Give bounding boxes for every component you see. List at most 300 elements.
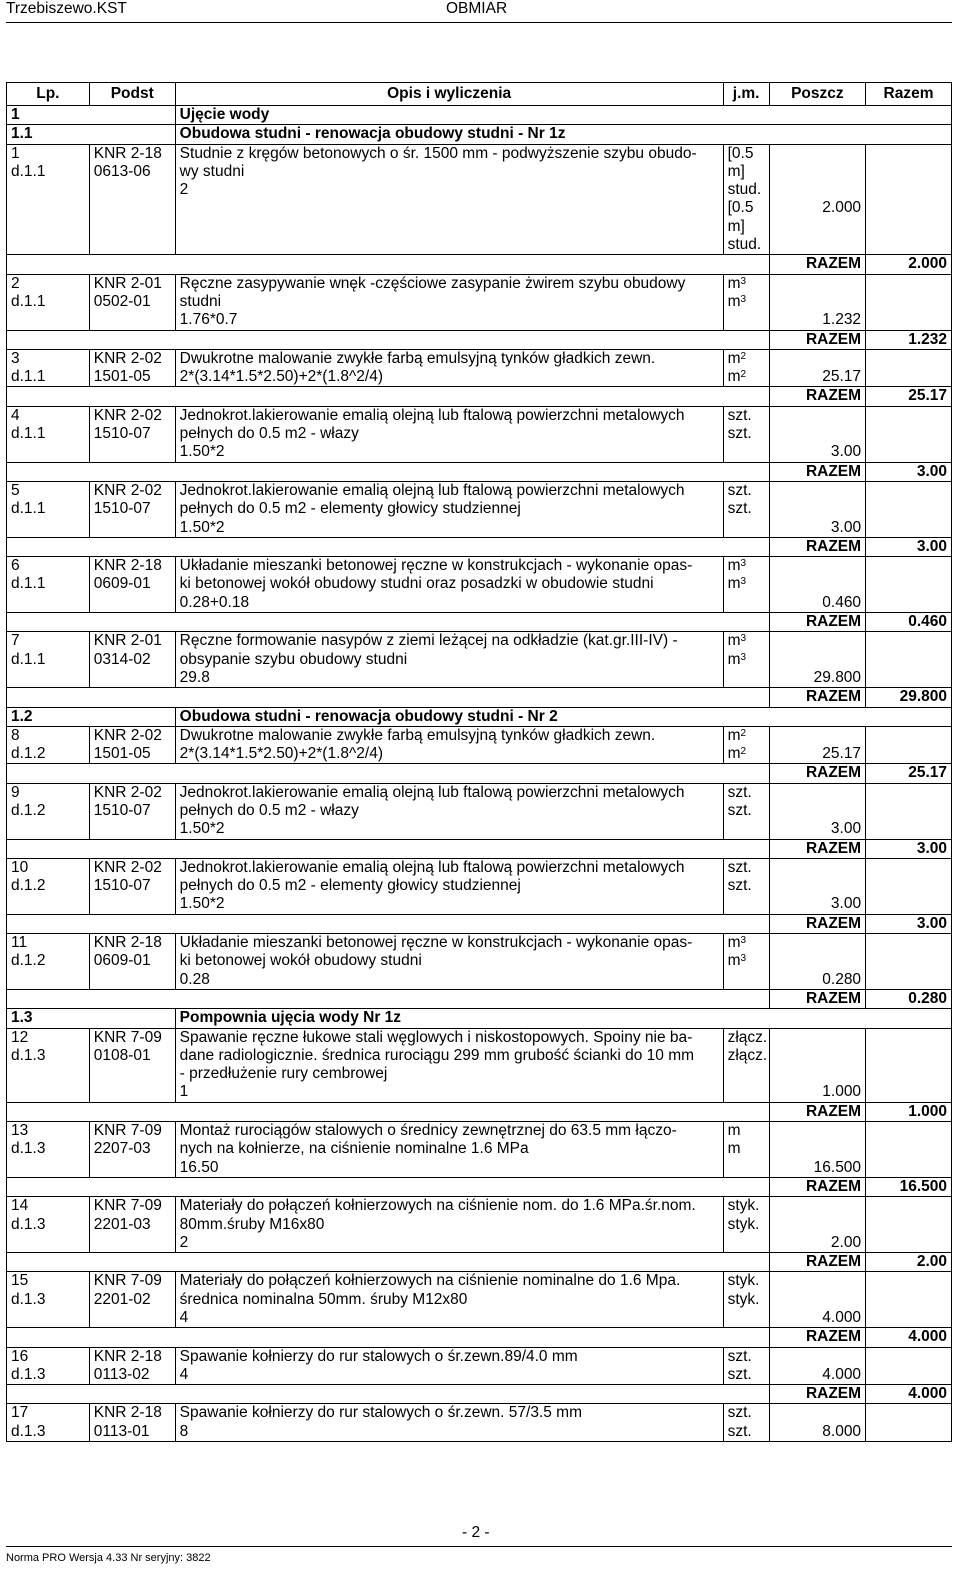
item-description bbox=[175, 1347, 723, 1385]
spacer bbox=[774, 934, 861, 971]
item-description-text: Jednokrot.lakierowanie emalią olejną lub ftalową powierzchni metalowych pełnych do 0.5 m2 - elementy głowicy studziennej bbox=[179, 481, 685, 518]
item-unit-value: złącz. bbox=[727, 1028, 768, 1046]
item-description bbox=[175, 144, 723, 255]
sum-value: 3.00 bbox=[866, 537, 952, 556]
item-partial bbox=[769, 726, 865, 764]
sum-empty bbox=[7, 330, 770, 349]
item-description-text: Studnie z kręgów betonowych o śr. 1500 mm - podwyższenie szybu obudo- wy studni bbox=[179, 144, 697, 180]
item-description-text: Spawanie kołnierzy do rur stalowych o śr.zewn. 57/3.5 mm bbox=[179, 1404, 582, 1422]
sum-label: RAZEM bbox=[769, 1177, 865, 1196]
item-partial-value: 3.00 bbox=[830, 895, 862, 913]
item-partial bbox=[769, 783, 865, 839]
item-description bbox=[175, 349, 723, 387]
unit-exponent: 2 bbox=[740, 350, 747, 362]
sum-empty bbox=[7, 1385, 770, 1404]
item-partial-value: 2.000 bbox=[822, 199, 862, 217]
item-lp: 8 d.1.2 bbox=[7, 726, 90, 764]
item-description bbox=[175, 934, 723, 990]
item-calculation: 1 bbox=[179, 1083, 189, 1101]
spacer bbox=[774, 482, 861, 519]
page-number: - 2 - bbox=[462, 1524, 490, 1541]
item-total bbox=[866, 858, 952, 914]
item-calc-unit: [0.5 m] stud. bbox=[727, 199, 762, 254]
item-description-text: Jednokrot.lakierowanie emalią olejną lub ftalową powierzchni metalowych pełnych do 0.5 m2 - włazy bbox=[179, 406, 685, 443]
item-calc-unit: szt. bbox=[727, 801, 752, 819]
item-unit-value: $m^3$ bbox=[727, 274, 747, 292]
item-partial bbox=[769, 1272, 865, 1328]
item-calc-unit: szt. bbox=[727, 1365, 752, 1383]
item-total bbox=[866, 1122, 952, 1178]
item-total bbox=[866, 144, 952, 255]
item-unit bbox=[723, 1347, 769, 1385]
col-header-lp: Lp. bbox=[7, 83, 90, 106]
item-partial-value: 3.00 bbox=[830, 443, 862, 461]
sum-empty bbox=[7, 1328, 770, 1347]
sum-value: 25.17 bbox=[866, 764, 952, 783]
item-unit bbox=[723, 144, 769, 255]
spacer bbox=[774, 407, 861, 444]
col-header-razem: Razem bbox=[866, 83, 952, 106]
item-description bbox=[175, 274, 723, 330]
sum-label: RAZEM bbox=[769, 688, 865, 707]
item-lp: 15 d.1.3 bbox=[7, 1272, 90, 1328]
item-lp: 5 d.1.1 bbox=[7, 481, 90, 537]
item-unit bbox=[723, 726, 769, 764]
item-unit bbox=[723, 557, 769, 613]
spacer bbox=[774, 859, 861, 896]
unit-exponent: 3 bbox=[740, 558, 747, 570]
col-header-podst: Podst bbox=[89, 83, 175, 106]
item-lp: 13 d.1.3 bbox=[7, 1122, 90, 1178]
item-unit-value: $m^3$ bbox=[727, 934, 747, 952]
unit-exponent: 3 bbox=[740, 953, 747, 965]
sum-empty bbox=[7, 537, 770, 556]
section-number: 1.3 bbox=[7, 1009, 176, 1028]
item-calc-unit: $m^2$ bbox=[727, 745, 747, 763]
item-description bbox=[175, 858, 723, 914]
item-row bbox=[7, 406, 952, 462]
item-basis: KNR 2-02 1501-05 bbox=[89, 349, 175, 387]
item-unit-value: szt. bbox=[727, 1347, 752, 1365]
item-partial bbox=[769, 1197, 865, 1253]
item-calculation: 2*(3.14*1.5*2.50)+2*(1.8^2/4) bbox=[179, 745, 383, 763]
item-lp: 6 d.1.1 bbox=[7, 557, 90, 613]
sum-empty bbox=[7, 1177, 770, 1196]
spacer bbox=[774, 1348, 861, 1366]
item-calc-unit: szt. bbox=[727, 877, 752, 895]
sum-row bbox=[7, 764, 952, 783]
table-header-row bbox=[7, 83, 952, 106]
sum-empty bbox=[7, 989, 770, 1008]
item-lp: 4 d.1.1 bbox=[7, 406, 90, 462]
sum-label: RAZEM bbox=[769, 839, 865, 858]
item-calculation: 0.28+0.18 bbox=[179, 593, 250, 611]
item-total bbox=[866, 557, 952, 613]
sum-value: 2.00 bbox=[866, 1253, 952, 1272]
item-partial bbox=[769, 349, 865, 387]
sum-empty bbox=[7, 839, 770, 858]
sum-value: 3.00 bbox=[866, 839, 952, 858]
section-title: Ujęcie wody bbox=[175, 106, 951, 125]
section-row bbox=[7, 1009, 952, 1028]
item-calc-unit: $m^3$ bbox=[727, 575, 747, 593]
item-calculation: 2 bbox=[179, 1233, 189, 1251]
item-basis: KNR 2-02 1510-07 bbox=[89, 481, 175, 537]
item-total bbox=[866, 1272, 952, 1328]
item-partial-value: 4.000 bbox=[822, 1309, 862, 1326]
sum-value: 29.800 bbox=[866, 688, 952, 707]
item-description bbox=[175, 783, 723, 839]
item-row bbox=[7, 726, 952, 764]
item-partial-value: 16.500 bbox=[813, 1158, 862, 1176]
item-basis: KNR 7-09 2201-02 bbox=[89, 1272, 175, 1328]
sum-label: RAZEM bbox=[769, 255, 865, 274]
item-lp: 14 d.1.3 bbox=[7, 1197, 90, 1253]
item-row bbox=[7, 1404, 952, 1442]
item-lp: 1 d.1.1 bbox=[7, 144, 90, 255]
item-partial-value: 3.00 bbox=[830, 820, 862, 838]
header-divider bbox=[6, 22, 952, 23]
item-description bbox=[175, 481, 723, 537]
item-unit bbox=[723, 1404, 769, 1442]
item-row bbox=[7, 783, 952, 839]
item-unit-value: $m^2$ bbox=[727, 349, 747, 367]
item-row bbox=[7, 1272, 952, 1328]
item-calc-unit: $m^3$ bbox=[727, 650, 747, 668]
sum-label: RAZEM bbox=[769, 914, 865, 933]
item-basis: KNR 2-01 0502-01 bbox=[89, 274, 175, 330]
sum-empty bbox=[7, 764, 770, 783]
software-info: Norma PRO Wersja 4.33 Nr seryjny: 3822 bbox=[6, 1552, 211, 1564]
spacer bbox=[774, 275, 861, 312]
unit-exponent: 2 bbox=[740, 746, 747, 758]
sum-value: 4.000 bbox=[866, 1328, 952, 1347]
item-calc-unit: $m^3$ bbox=[727, 292, 747, 310]
company-name: Trzebiszewo.KST bbox=[6, 0, 127, 17]
col-header-opis: Opis i wyliczenia bbox=[175, 83, 723, 106]
item-description-text: Materiały do połączeń kołnierzowych na ciśnienie nominalne do 1.6 Mpa. średnica nominalna 50mm. śruby M12x80 bbox=[179, 1272, 681, 1308]
sum-label: RAZEM bbox=[769, 387, 865, 406]
section-title: Obudowa studni - renowacja obudowy studni - Nr 2 bbox=[175, 707, 951, 726]
item-description-text: Montaż rurociągów stalowych o średnicy zewnętrznej do 63.5 mm łączo- nych na kołnierze, na ciśnienie nominalne 1.6 MPa bbox=[179, 1122, 677, 1158]
item-total bbox=[866, 1404, 952, 1442]
sum-value: 4.000 bbox=[866, 1385, 952, 1404]
item-calculation: 1.50*2 bbox=[179, 820, 225, 838]
sum-row bbox=[7, 688, 952, 707]
item-basis: KNR 2-18 0609-01 bbox=[89, 557, 175, 613]
item-unit bbox=[723, 934, 769, 990]
sum-empty bbox=[7, 1253, 770, 1272]
item-calculation: 0.28 bbox=[179, 970, 210, 988]
item-row bbox=[7, 274, 952, 330]
item-description-text: Dwukrotne malowanie zwykłe farbą emulsyjną tynków gładkich zewn. bbox=[179, 349, 656, 367]
item-unit bbox=[723, 632, 769, 688]
item-row bbox=[7, 858, 952, 914]
footer-divider bbox=[6, 1546, 952, 1547]
sum-row bbox=[7, 255, 952, 274]
item-description bbox=[175, 557, 723, 613]
item-unit bbox=[723, 1197, 769, 1253]
spacer bbox=[774, 1272, 861, 1309]
sum-label: RAZEM bbox=[769, 613, 865, 632]
spacer bbox=[774, 557, 861, 594]
item-total bbox=[866, 632, 952, 688]
section-row bbox=[7, 707, 952, 726]
item-total bbox=[866, 406, 952, 462]
item-calc-unit: styk. bbox=[727, 1215, 760, 1233]
item-unit bbox=[723, 858, 769, 914]
item-calculation: 1.50*2 bbox=[179, 895, 225, 913]
item-calculation: 4 bbox=[179, 1365, 189, 1383]
section-title: Obudowa studni - renowacja obudowy studni - Nr 1z bbox=[175, 125, 951, 144]
item-partial bbox=[769, 858, 865, 914]
item-basis: KNR 7-09 0108-01 bbox=[89, 1028, 175, 1102]
item-description bbox=[175, 1272, 723, 1328]
item-calculation: 8 bbox=[179, 1422, 189, 1440]
section-number: 1 bbox=[7, 106, 176, 125]
sum-row bbox=[7, 1385, 952, 1404]
section-title: Pompownia ujęcia wody Nr 1z bbox=[175, 1009, 951, 1028]
item-partial bbox=[769, 1028, 865, 1102]
sum-empty bbox=[7, 688, 770, 707]
unit-exponent: 3 bbox=[740, 935, 747, 947]
sum-row bbox=[7, 387, 952, 406]
item-partial bbox=[769, 1122, 865, 1178]
item-partial bbox=[769, 274, 865, 330]
item-partial-value: 0.460 bbox=[822, 593, 862, 611]
item-partial bbox=[769, 557, 865, 613]
item-calculation: 2 bbox=[179, 181, 189, 199]
spacer bbox=[774, 632, 861, 669]
item-unit-value: styk. bbox=[727, 1272, 760, 1290]
sum-label: RAZEM bbox=[769, 1253, 865, 1272]
item-total bbox=[866, 726, 952, 764]
item-calculation: 16.50 bbox=[179, 1158, 219, 1176]
sum-row bbox=[7, 1328, 952, 1347]
measurement-table bbox=[6, 82, 952, 1442]
item-calculation: 2*(3.14*1.5*2.50)+2*(1.8^2/4) bbox=[179, 368, 383, 386]
sum-label: RAZEM bbox=[769, 1328, 865, 1347]
item-partial-value: 25.17 bbox=[822, 745, 862, 763]
item-unit-value: szt. bbox=[727, 481, 752, 499]
item-description-text: Materiały do połączeń kołnierzowych na ciśnienie nom. do 1.6 MPa.śr.nom. 80mm.śruby M16x80 bbox=[179, 1197, 696, 1233]
item-partial-value: 1.000 bbox=[822, 1083, 862, 1101]
item-unit bbox=[723, 406, 769, 462]
item-lp: 2 d.1.1 bbox=[7, 274, 90, 330]
spacer bbox=[774, 1197, 861, 1234]
sum-empty bbox=[7, 387, 770, 406]
spacer bbox=[774, 727, 861, 745]
item-lp: 11 d.1.2 bbox=[7, 934, 90, 990]
item-description-text: Spawanie ręczne łukowe stali węglowych i niskostopowych. Spoiny nie ba- dane radiologicznie. średnica rurociągu 299 mm grubość ścianki do 10 mm - przedłużenie rury cembrowej bbox=[179, 1028, 695, 1083]
item-partial bbox=[769, 481, 865, 537]
item-description-text: Jednokrot.lakierowanie emalią olejną lub ftalową powierzchni metalowych pełnych do 0.5 m2 - włazy bbox=[179, 783, 685, 819]
item-basis: KNR 7-09 2207-03 bbox=[89, 1122, 175, 1178]
sum-row bbox=[7, 989, 952, 1008]
spacer bbox=[774, 1122, 861, 1159]
unit-exponent: 2 bbox=[740, 727, 747, 739]
item-total bbox=[866, 1347, 952, 1385]
sum-empty bbox=[7, 1102, 770, 1121]
sum-value: 16.500 bbox=[866, 1177, 952, 1196]
item-lp: 7 d.1.1 bbox=[7, 632, 90, 688]
item-calc-unit: m bbox=[727, 1140, 741, 1158]
col-header-jm: j.m. bbox=[723, 83, 769, 106]
section-number: 1.2 bbox=[7, 707, 176, 726]
item-lp: 9 d.1.2 bbox=[7, 783, 90, 839]
item-unit-value: styk. bbox=[727, 1197, 760, 1215]
item-basis: KNR 2-02 1510-07 bbox=[89, 406, 175, 462]
item-basis: KNR 2-18 0113-01 bbox=[89, 1404, 175, 1442]
item-partial bbox=[769, 632, 865, 688]
item-description-text: Dwukrotne malowanie zwykłe farbą emulsyjną tynków gładkich zewn. bbox=[179, 726, 656, 744]
item-basis: KNR 2-01 0314-02 bbox=[89, 632, 175, 688]
item-total bbox=[866, 783, 952, 839]
sum-value: 3.00 bbox=[866, 914, 952, 933]
item-description-text: Układanie mieszanki betonowej ręczne w konstrukcjach - wykonanie opas- ki betonowej wokół obudowy studni oraz posadzki w obudowie studni bbox=[179, 557, 693, 593]
item-row bbox=[7, 632, 952, 688]
sum-value: 1.232 bbox=[866, 330, 952, 349]
item-unit bbox=[723, 783, 769, 839]
spacer bbox=[774, 1404, 861, 1422]
item-row bbox=[7, 1197, 952, 1253]
unit-exponent: 3 bbox=[740, 275, 747, 287]
item-description bbox=[175, 406, 723, 462]
item-basis: KNR 2-18 0609-01 bbox=[89, 934, 175, 990]
sum-label: RAZEM bbox=[769, 1385, 865, 1404]
item-partial-value: 8.000 bbox=[822, 1422, 862, 1440]
spacer bbox=[774, 1029, 861, 1084]
item-total bbox=[866, 1197, 952, 1253]
item-calculation: 1.50*2 bbox=[179, 518, 225, 536]
item-calculation: 1.76*0.7 bbox=[179, 311, 238, 329]
item-row bbox=[7, 1347, 952, 1385]
item-partial-value: 29.800 bbox=[813, 668, 862, 686]
section-row bbox=[7, 106, 952, 125]
sum-row bbox=[7, 462, 952, 481]
sum-value: 3.00 bbox=[866, 462, 952, 481]
item-unit bbox=[723, 1028, 769, 1102]
item-partial-value: 3.00 bbox=[830, 518, 862, 536]
item-lp: 10 d.1.2 bbox=[7, 858, 90, 914]
section-row bbox=[7, 125, 952, 144]
item-partial bbox=[769, 1404, 865, 1442]
item-row bbox=[7, 934, 952, 990]
sum-label: RAZEM bbox=[769, 1102, 865, 1121]
item-unit-value: $m^2$ bbox=[727, 726, 747, 744]
item-lp: 17 d.1.3 bbox=[7, 1404, 90, 1442]
item-description-text: Spawanie kołnierzy do rur stalowych o śr.zewn.89/4.0 mm bbox=[179, 1347, 578, 1365]
sum-row bbox=[7, 839, 952, 858]
table-body bbox=[7, 106, 952, 1442]
item-description-text: Ręczne zasypywanie wnęk -częściowe zasypanie żwirem szybu obudowy studni bbox=[179, 274, 686, 310]
sum-row bbox=[7, 914, 952, 933]
sum-empty bbox=[7, 914, 770, 933]
sum-label: RAZEM bbox=[769, 462, 865, 481]
unit-exponent: 3 bbox=[740, 633, 747, 645]
item-basis: KNR 2-18 0113-02 bbox=[89, 1347, 175, 1385]
item-partial-value: 1.232 bbox=[822, 311, 862, 329]
unit-exponent: 3 bbox=[740, 651, 747, 663]
item-calculation: 4 bbox=[179, 1309, 189, 1326]
item-row bbox=[7, 349, 952, 387]
sum-row bbox=[7, 1253, 952, 1272]
sum-row bbox=[7, 1102, 952, 1121]
sum-label: RAZEM bbox=[769, 764, 865, 783]
sum-label: RAZEM bbox=[769, 330, 865, 349]
item-calculation: 29.8 bbox=[179, 668, 210, 686]
item-unit bbox=[723, 349, 769, 387]
item-lp: 16 d.1.3 bbox=[7, 1347, 90, 1385]
item-basis: KNR 7-09 2201-03 bbox=[89, 1197, 175, 1253]
item-description bbox=[175, 632, 723, 688]
spacer bbox=[774, 145, 861, 200]
item-basis: KNR 2-02 1510-07 bbox=[89, 858, 175, 914]
sum-value: 2.000 bbox=[866, 255, 952, 274]
item-unit bbox=[723, 1272, 769, 1328]
item-calc-unit: szt. bbox=[727, 1422, 752, 1440]
item-basis: KNR 2-02 1501-05 bbox=[89, 726, 175, 764]
sum-value: 1.000 bbox=[866, 1102, 952, 1121]
col-header-poszcz: Poszcz bbox=[769, 83, 865, 106]
item-description bbox=[175, 1404, 723, 1442]
item-unit-value: szt. bbox=[727, 406, 752, 424]
item-calculation: 1.50*2 bbox=[179, 443, 225, 461]
sum-label: RAZEM bbox=[769, 989, 865, 1008]
sum-value: 0.460 bbox=[866, 613, 952, 632]
item-row bbox=[7, 1122, 952, 1178]
item-lp: 3 d.1.1 bbox=[7, 349, 90, 387]
unit-exponent: 2 bbox=[740, 369, 747, 381]
spacer bbox=[774, 784, 861, 821]
sum-row bbox=[7, 1177, 952, 1196]
item-total bbox=[866, 934, 952, 990]
item-total bbox=[866, 481, 952, 537]
sum-label: RAZEM bbox=[769, 537, 865, 556]
sum-value: 0.280 bbox=[866, 989, 952, 1008]
spacer bbox=[774, 350, 861, 368]
item-total bbox=[866, 349, 952, 387]
item-unit bbox=[723, 274, 769, 330]
item-calc-unit: szt. bbox=[727, 500, 752, 518]
sum-empty bbox=[7, 613, 770, 632]
item-description bbox=[175, 1028, 723, 1102]
item-unit bbox=[723, 481, 769, 537]
item-basis: KNR 2-02 1510-07 bbox=[89, 783, 175, 839]
item-description-text: Jednokrot.lakierowanie emalią olejną lub ftalową powierzchni metalowych pełnych do 0.5 m2 - elementy głowicy studziennej bbox=[179, 858, 685, 895]
item-unit-value: $m^3$ bbox=[727, 632, 747, 650]
item-description bbox=[175, 1122, 723, 1178]
item-calc-unit: złącz. bbox=[727, 1046, 768, 1064]
item-row bbox=[7, 144, 952, 255]
item-calc-unit: styk. bbox=[727, 1290, 760, 1308]
item-total bbox=[866, 274, 952, 330]
sum-empty bbox=[7, 462, 770, 481]
item-calc-unit: szt. bbox=[727, 425, 752, 443]
item-unit-value: szt. bbox=[727, 858, 752, 876]
item-partial bbox=[769, 934, 865, 990]
item-partial bbox=[769, 144, 865, 255]
item-unit-value: szt. bbox=[727, 1404, 752, 1422]
item-calc-unit: $m^2$ bbox=[727, 368, 747, 386]
item-partial bbox=[769, 1347, 865, 1385]
sum-value: 25.17 bbox=[866, 387, 952, 406]
item-basis: KNR 2-18 0613-06 bbox=[89, 144, 175, 255]
item-description-text: Ręczne formowanie nasypów z ziemi leżącej na odkładzie (kat.gr.III-IV) - obsypanie szybu obudowy studni bbox=[179, 632, 678, 668]
item-partial-value: 0.280 bbox=[822, 970, 862, 988]
item-row bbox=[7, 481, 952, 537]
sum-row bbox=[7, 330, 952, 349]
